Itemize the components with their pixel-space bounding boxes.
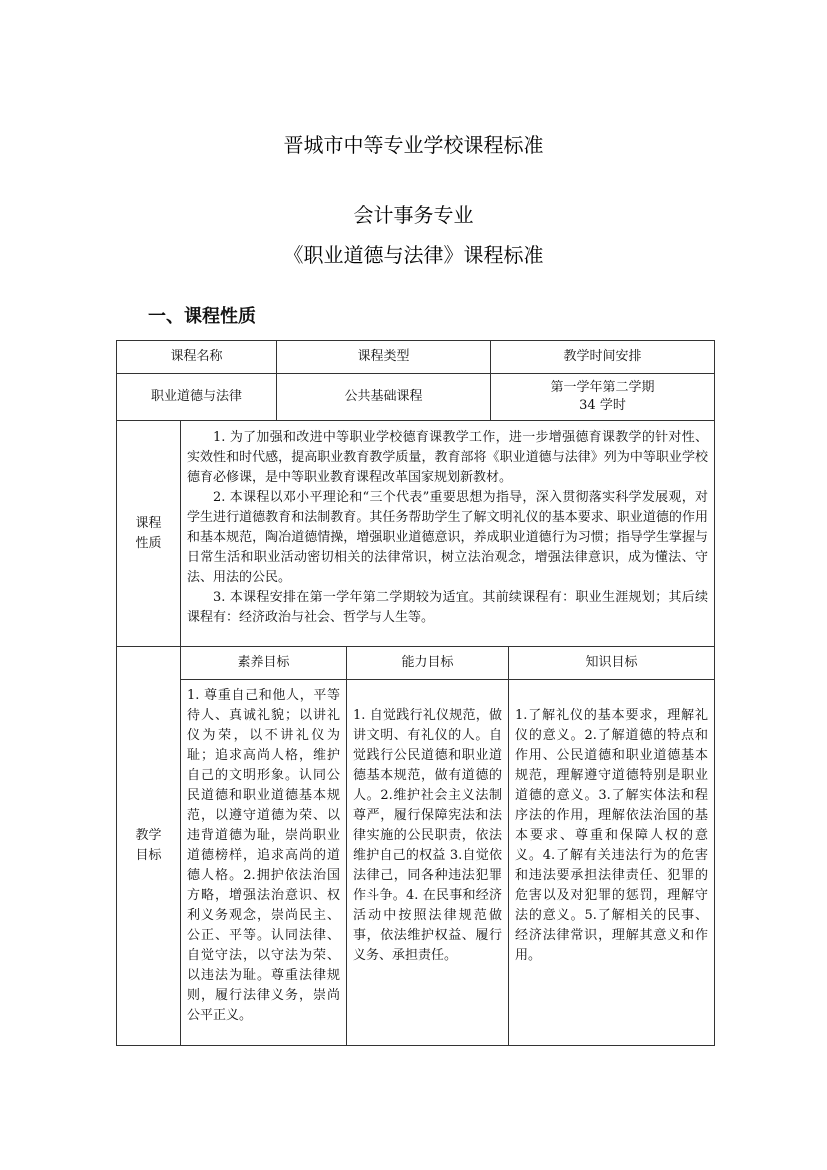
objectives-label xyxy=(117,647,181,1046)
course-name-value: 职业道德与法律 xyxy=(117,374,277,421)
nature-paragraph-2: 2. 本课程以邓小平理论和“三个代表”重要思想为指导，深入贯彻落实科学发展观，对学生进行道德教育和法制教育。其任务帮助学生了解文明礼仪的基本要求、职业道德的作用和基本规范，陶冶道德情操，增强职业道德意识，养成职业道德行为习惯；指导学生掌握与日常生活和职业活动密切相关的法律常识，树立法治观念，增强法律意识，成为懂法、守法、用法的公民。 xyxy=(187,490,708,585)
ability-goals-text: 1. 自觉践行礼仪规范，做讲文明、有礼仪的人。自觉践行公民道德和职业道德基本规范，做有道德的人。2.维护社会主义法制尊严，履行保障宪法和法律实施的公民职责，依法维护自己的权益 3.自觉依法律己，同各种违法犯罪作斗争。4. 在民事和经济活动中按照法律规范做事，依法维护权益、履行义务、承担责任。 xyxy=(347,680,509,1046)
header-course-type: 课程类型 xyxy=(277,341,491,374)
section-heading: 一、课程性质 xyxy=(148,306,256,327)
nature-label xyxy=(117,421,181,647)
header-ability-goals: 能力目标 xyxy=(347,647,509,680)
literacy-goals-text: 1. 尊重自己和他人，平等待人、真诚礼貌；以讲礼仪为荣，以不讲礼仪为耻；追求高尚人格，维护自己的文明形象。认同公民道德和职业道德基本规范，以遵守道德为荣、以违背道德为耻，崇尚职业道德榜样，追求高尚的道德人格。2.拥护依法治国方略，增强法治意识、权利义务观念，崇尚民主、公正、平等。认同法律、自觉守法，以守法为荣、以违法为耻。尊重法律规则，履行法律义务，崇尚公平正义。 xyxy=(181,680,347,1046)
schedule-hours: 34 学时 xyxy=(579,398,626,413)
objectives-label-line2: 目标 xyxy=(135,848,162,863)
header-literacy-goals: 素养目标 xyxy=(181,647,347,680)
course-type-value: 公共基础课程 xyxy=(277,374,491,421)
nature-paragraph-1: 1. 为了加强和改进中等职业学校德育课教学工作，进一步增强德育课教学的针对性、实效性和时代感，提高职业教育教学质量，教育部将《职业道德与法律》列为中等职业学校德育必修课，是中等职业教育课程改革国家规划新教材。 xyxy=(187,430,708,485)
nature-label-line1: 课程 xyxy=(135,515,162,531)
header-schedule: 教学时间安排 xyxy=(491,341,715,374)
schedule-term: 第一学年第二学期 xyxy=(550,380,655,395)
objectives-table xyxy=(116,646,715,1046)
header-knowledge-goals: 知识目标 xyxy=(509,647,715,680)
nature-label-line2: 性质 xyxy=(135,535,162,551)
schedule-value xyxy=(491,374,715,421)
course-title: 《职业道德与法律》课程标准 xyxy=(283,243,544,267)
course-nature-table xyxy=(116,420,715,647)
objectives-label-line1: 教学 xyxy=(135,828,162,843)
course-info-table xyxy=(116,340,715,421)
knowledge-goals-text: 1.了解礼仪的基本要求，理解礼仪的意义。2.了解道德的特点和作用、公民道德和职业道德基本规范，理解遵守道德特别是职业道德的意义。3.了解实体法和程序法的作用，理解依法治国的基本要求、尊重和保障人权的意义。4.了解有关违法行为的危害和违法要承担法律责任、犯罪的危害以及对犯罪的惩罚，理解守法的意义。5.了解相关的民事、经济法律常识，理解其意义和作用。 xyxy=(509,680,715,1046)
header-course-name: 课程名称 xyxy=(117,341,277,374)
major-title: 会计事务专业 xyxy=(353,203,474,227)
nature-content xyxy=(181,421,715,647)
school-title: 晋城市中等专业学校课程标准 xyxy=(283,133,544,157)
nature-paragraph-3: 3. 本课程安排在第一学年第二学期较为适宜。其前续课程有：职业生涯规划；其后续课程有：经济政治与社会、哲学与人生等。 xyxy=(187,590,708,625)
